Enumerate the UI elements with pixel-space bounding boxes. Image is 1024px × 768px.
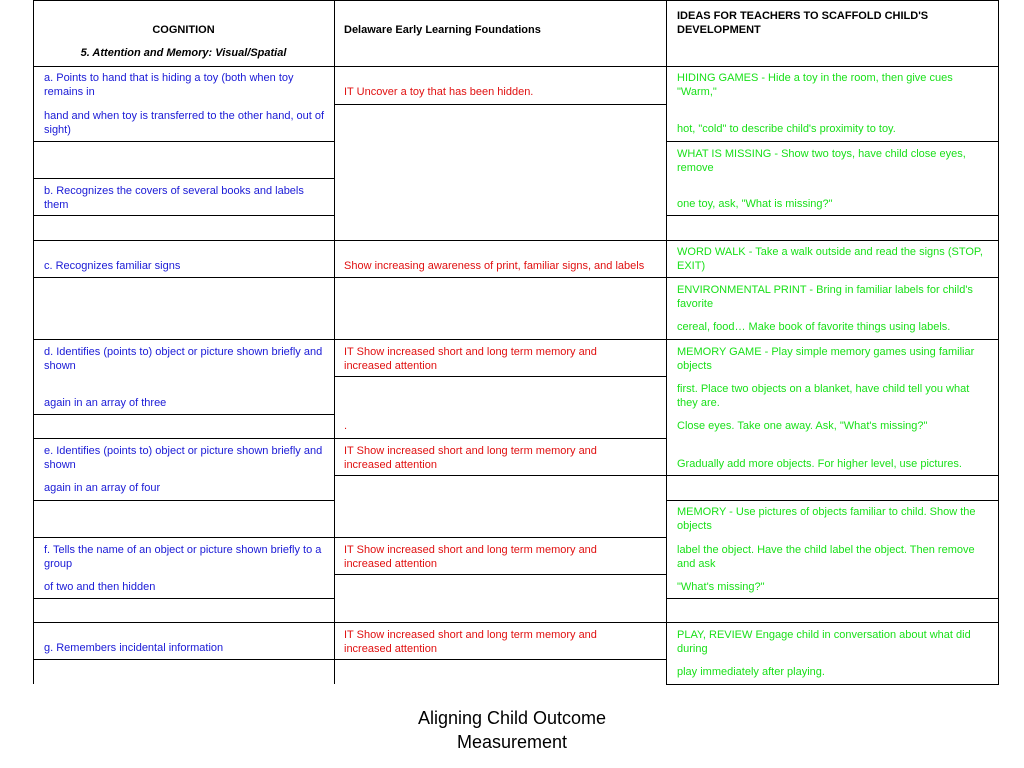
idea-memory-pictures-line2: label the object. Have the child label the object. Then remove and ask: [677, 544, 975, 570]
outcome-a-line1: a. Points to hand that is hiding a toy (both when toy remains in: [44, 72, 294, 98]
idea-env-print-line1: ENVIRONMENTAL PRINT - Bring in familiar labels for child's favorite: [677, 284, 973, 310]
outcome-f-line2: of two and then hidden: [44, 581, 156, 593]
idea-memory-game-line3: Close eyes. Take one away. Ask, "What's missing?": [677, 420, 928, 432]
idea-memory-game-line4: Gradually add more objects. For higher level, use pictures.: [677, 458, 962, 470]
idea-word-walk: WORD WALK - Take a walk outside and read the signs (STOP, EXIT): [677, 246, 983, 272]
foundation-e: IT Show increased short and long term memory and increased attention: [344, 445, 597, 471]
foundation-g: IT Show increased short and long term memory and increased attention: [344, 629, 597, 655]
col2-header-title: Delaware Early Learning Foundations: [344, 24, 541, 36]
idea-missing-line2: one toy, ask, "What is missing?": [677, 198, 833, 210]
outcome-b: b. Recognizes the covers of several books and labels them: [44, 185, 304, 211]
col3-header-title: IDEAS FOR TEACHERS TO SCAFFOLD CHILD'S DEVELOPMENT: [677, 10, 929, 36]
outcome-e-line2: again in an array of four: [44, 482, 161, 494]
outcome-e-line1: e. Identifies (points to) object or picture shown briefly and shown: [44, 445, 323, 471]
col1-header-subtitle: 5. Attention and Memory: Visual/Spatial: [80, 47, 287, 59]
outcome-d-line2: again in an array of three: [44, 397, 167, 409]
foundation-a: IT Uncover a toy that has been hidden.: [344, 86, 534, 98]
idea-memory-pictures-line3: "What's missing?": [677, 581, 765, 593]
outcome-c: c. Recognizes familiar signs: [44, 260, 181, 272]
outcome-d-line1: d. Identifies (points to) object or picture shown briefly and shown: [44, 346, 323, 372]
idea-memory-game-line2: first. Place two objects on a blanket, have child tell you what they are.: [677, 383, 970, 409]
foundation-f: IT Show increased short and long term memory and increased attention: [344, 544, 597, 570]
outcome-f-line1: f. Tells the name of an object or picture shown briefly to a group: [44, 544, 322, 570]
col1-header-title: COGNITION: [152, 24, 215, 36]
foundation-d: IT Show increased short and long term memory and increased attention: [344, 346, 597, 372]
idea-memory-pictures-line1: MEMORY - Use pictures of objects familiar to child. Show the objects: [677, 506, 976, 532]
foundation-c: Show increasing awareness of print, familiar signs, and labels: [344, 260, 645, 272]
idea-missing-line1: WHAT IS MISSING - Show two toys, have child close eyes, remove: [677, 148, 966, 174]
idea-hiding-line2: hot, "cold" to describe child's proximity to toy.: [677, 123, 896, 135]
foundation-dot: .: [344, 420, 348, 432]
outcome-g: g. Remembers incidental information: [44, 642, 224, 654]
outcome-a-line2: hand and when toy is transferred to the other hand, out of sight): [44, 110, 325, 136]
idea-hiding-line1: HIDING GAMES - Hide a toy in the room, then give cues "Warm,": [677, 72, 953, 98]
idea-memory-game-line1: MEMORY GAME - Play simple memory games using familiar objects: [677, 346, 975, 372]
idea-play-review-line1: PLAY, REVIEW Engage child in conversation about what did during: [677, 629, 971, 655]
slide-caption: Aligning Child Outcome Measurement: [417, 708, 607, 752]
idea-env-print-line2: cereal, food… Make book of favorite things using labels.: [677, 321, 951, 333]
idea-play-review-line2: play immediately after playing.: [677, 666, 825, 678]
